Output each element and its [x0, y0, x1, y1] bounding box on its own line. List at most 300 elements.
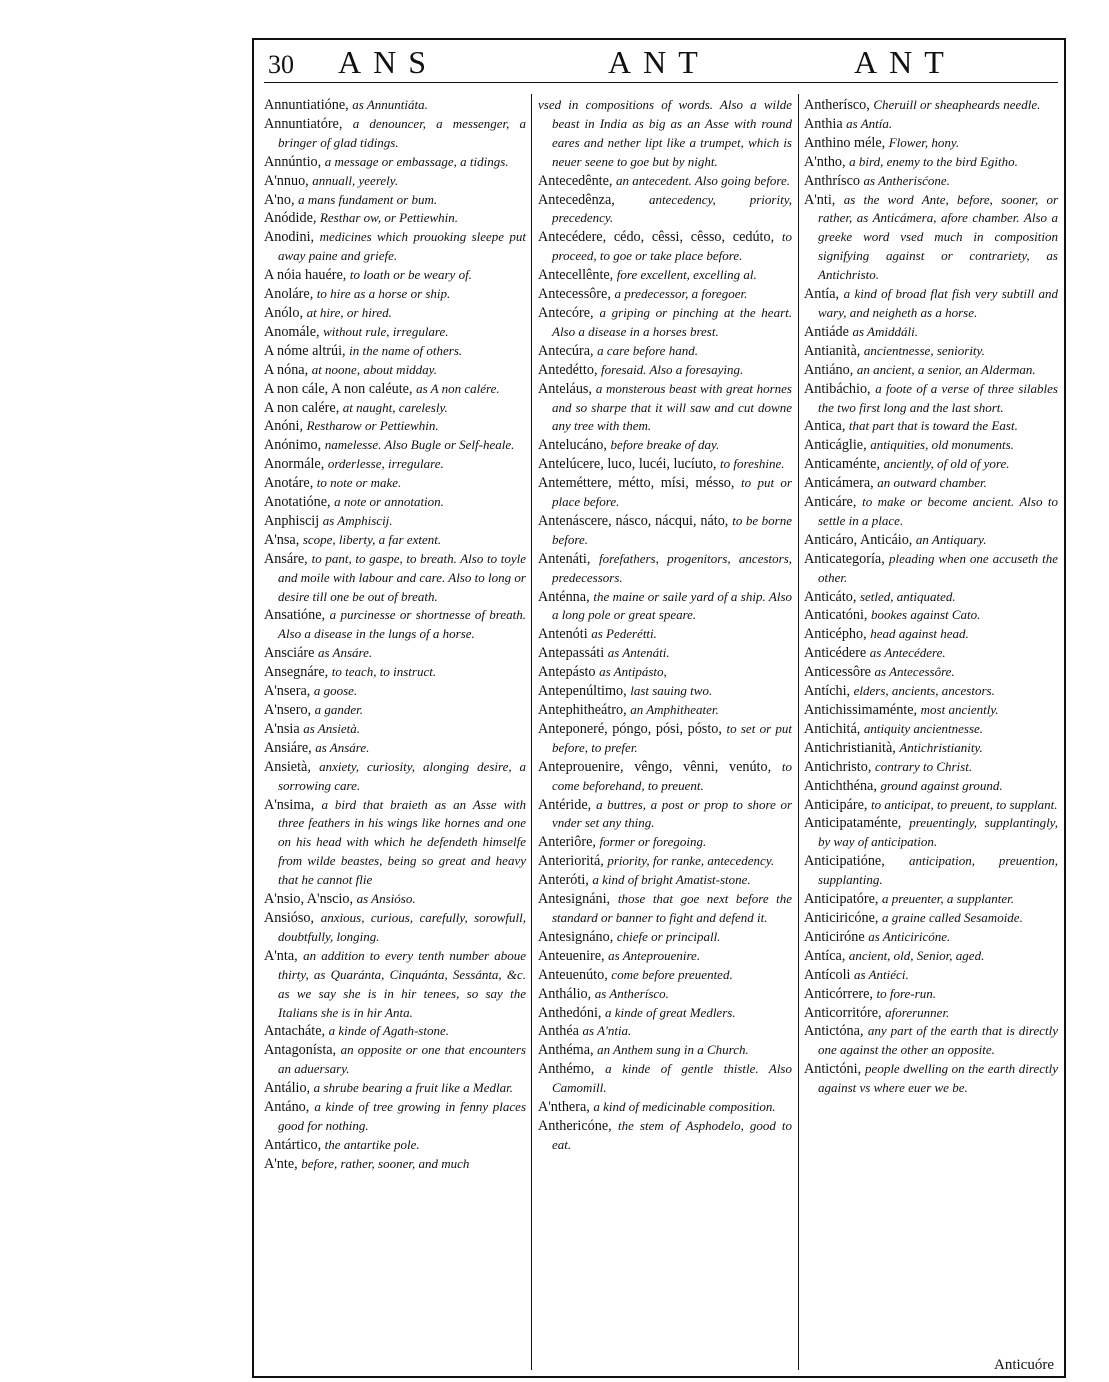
entry-headword: Antecóre,	[538, 304, 594, 321]
entry-headword: Anticorritóre,	[804, 1004, 882, 1021]
entry-headword: Annuntiatióne,	[264, 97, 349, 113]
entry-headword: Antepenúltimo,	[538, 683, 627, 700]
entry-definition: to fore-run.	[876, 985, 936, 1001]
entry-headword: Antíca,	[804, 947, 846, 964]
dictionary-entry	[264, 758, 526, 796]
entry-definition: at hire, or hired.	[306, 304, 392, 320]
dictionary-entry	[538, 985, 792, 1004]
dictionary-entry	[804, 361, 1058, 380]
entry-definition: to be borne before.	[552, 512, 792, 547]
dictionary-entry	[804, 1022, 1058, 1060]
entry-headword: Anóni,	[264, 418, 304, 435]
entry-headword: Anticámera,	[804, 475, 874, 492]
entry-definition: an ancient, a senior, an Alderman.	[856, 361, 1036, 377]
entry-headword: Anticáto,	[804, 588, 857, 605]
entry-headword: Antéride,	[538, 796, 592, 813]
entry-headword: A nóme altrúi,	[264, 342, 346, 359]
dictionary-entry	[264, 606, 526, 644]
entry-headword: Anteponeré, póngo, pósi, pósto,	[538, 720, 722, 737]
entry-headword: Antepassáti	[538, 645, 605, 662]
entry-headword: Ansiáre,	[264, 739, 312, 756]
dictionary-entry	[804, 1060, 1058, 1098]
entry-definition: to pant, to gaspe, to breath. Also to toyle and moile with labour and care. Also to long or desire till one be out of breath.	[278, 550, 526, 604]
entry-definition: an addition to every tenth number aboue thirty, as Quaránta, Cinquánta, Sessánta, &c. as we say she is in hir tenees, so say the Italians she is in hir Anta.	[278, 947, 526, 1020]
entry-definition: to foreshine.	[720, 456, 785, 472]
entry-headword: Anthino méle,	[804, 134, 886, 151]
dictionary-entry	[264, 909, 526, 947]
entry-definition: a kind of medicinable composition.	[593, 1099, 776, 1115]
entry-headword: Antártico,	[264, 1136, 322, 1153]
entry-definition: as Amphiscij.	[322, 512, 393, 528]
entry-headword: Antica,	[804, 418, 846, 435]
entry-headword: A nóia hauére,	[264, 267, 347, 284]
entry-definition: in the name of others.	[349, 342, 463, 358]
dictionary-entry	[264, 739, 526, 758]
dictionary-entry	[804, 531, 1058, 550]
entry-headword: Anticategoría,	[804, 550, 885, 567]
entry-headword: Antesignáno,	[538, 928, 614, 945]
entry-headword: Anticiricóne,	[804, 909, 879, 926]
entry-headword: Anthéma,	[538, 1042, 594, 1059]
entry-headword: Anotatióne,	[264, 494, 331, 511]
entry-definition: fore excellent, excelling al.	[616, 267, 757, 283]
entry-headword: Anticipatóre,	[804, 891, 879, 908]
dictionary-entry	[804, 550, 1058, 588]
dictionary-entry	[264, 304, 526, 323]
entry-headword: Anticipatióne,	[804, 853, 885, 870]
header-left-word: ANS	[338, 44, 439, 80]
dictionary-entry	[264, 663, 526, 682]
entry-definition: the maine or saile yard of a ship. Also a long pole or great speare.	[552, 588, 793, 623]
dictionary-entry	[804, 191, 1058, 286]
dictionary-entry	[804, 606, 1058, 625]
entry-headword: Ansatióne,	[264, 607, 326, 624]
entry-headword: Antecedênte,	[538, 172, 613, 189]
dictionary-entry	[538, 172, 792, 191]
dictionary-entry	[538, 852, 792, 871]
dictionary-entry	[804, 701, 1058, 720]
entry-headword: Anteprouenire, vêngo, vênni, venúto,	[538, 758, 772, 775]
entry-headword: Anteuenúto,	[538, 966, 608, 983]
entry-definition: as Annuntiáta.	[352, 97, 428, 112]
dictionary-entry	[264, 1041, 526, 1079]
entry-definition: an outward chamber.	[877, 475, 987, 491]
dictionary-entry	[264, 1155, 526, 1174]
entry-definition: anciently, of old of yore.	[883, 456, 1010, 472]
entry-headword: Anticipataménte,	[804, 815, 902, 832]
entry-headword: Anteróti,	[538, 872, 589, 889]
dictionary-entry	[538, 890, 792, 928]
entry-headword: Antenáscere, násco, nácqui, náto,	[538, 512, 729, 529]
entry-headword: Anormále,	[264, 456, 325, 473]
dictionary-entry	[264, 436, 526, 455]
entry-headword: Antía,	[804, 286, 840, 303]
entry-definition: at noone, about midday.	[311, 361, 437, 377]
dictionary-entry	[264, 796, 526, 891]
dictionary-entry	[538, 191, 792, 229]
dictionary-entry	[264, 512, 526, 531]
dictionary-entry	[538, 512, 792, 550]
entry-headword: Antelúcere, luco, lucéi, lucíuto,	[538, 456, 717, 473]
entry-definition: to proceed, to goe or take place before.	[552, 229, 792, 264]
entry-definition: a gander.	[314, 702, 364, 717]
entry-definition: to anticipat, to preuent, to supplant.	[870, 796, 1058, 812]
dictionary-entry	[804, 588, 1058, 607]
dictionary-entry	[804, 966, 1058, 985]
entry-definition: as Antecédere.	[869, 645, 946, 661]
entry-definition: aforerunner.	[885, 1004, 950, 1020]
entry-definition: those that goe next before the standard or banner to fight and defend it.	[552, 891, 792, 925]
dictionary-entry	[804, 796, 1058, 815]
dictionary-entry	[538, 1041, 792, 1060]
entry-headword: Antianità,	[804, 342, 861, 359]
entry-definition: ground against ground.	[880, 777, 1003, 793]
entry-definition: ancient, old, Senior, aged.	[848, 947, 985, 963]
entry-headword: Antenáti,	[538, 550, 591, 567]
dictionary-entry	[264, 1136, 526, 1155]
entry-definition: as the word Ante, before, sooner, or rather, as Anticámera, afore chamber. Also a greeke word vsed much in composition signifying against or contrariety, as Antichristo.	[818, 191, 1059, 283]
entry-definition: as Antherísco.	[594, 985, 669, 1001]
dictionary-entry	[538, 796, 792, 834]
entry-headword: Anticipáre,	[804, 796, 868, 813]
entry-definition: elders, ancients, ancestors.	[853, 683, 995, 699]
entry-definition: orderlesse, irregulare.	[327, 456, 444, 472]
dictionary-entry	[804, 928, 1058, 947]
entry-definition: to note or make.	[316, 475, 402, 491]
entry-headword: A'nti,	[804, 191, 836, 208]
dictionary-entry	[264, 115, 526, 153]
dictionary-entry	[264, 493, 526, 512]
entry-headword: A'nsera,	[264, 683, 311, 700]
dictionary-entry	[804, 323, 1058, 342]
entry-definition: scope, liberty, a far extent.	[302, 531, 442, 547]
entry-headword: A'ntho,	[804, 153, 846, 170]
dictionary-entry	[804, 890, 1058, 909]
entry-definition: Antichristianity.	[899, 739, 983, 755]
dictionary-entry	[538, 720, 792, 758]
dictionary-entry	[264, 1098, 526, 1136]
entry-definition: an Antiquary.	[915, 531, 987, 547]
dictionary-entry	[264, 228, 526, 266]
entry-headword: Anólo,	[264, 304, 304, 321]
entry-definition: as Ansietà.	[303, 720, 361, 736]
dictionary-entry	[804, 909, 1058, 928]
dictionary-entry	[538, 342, 792, 361]
dictionary-entry	[264, 172, 526, 191]
dictionary-entry	[264, 644, 526, 663]
dictionary-entry	[538, 701, 792, 720]
entry-definition: as Antiéci.	[854, 966, 909, 982]
entry-headword: Ansietà,	[264, 758, 311, 775]
dictionary-entry	[264, 361, 526, 380]
entry-definition: as Antenáti.	[607, 645, 670, 661]
dictionary-entry	[538, 625, 792, 644]
entry-definition: a kind of bright Amatist-stone.	[592, 872, 751, 888]
dictionary-entry	[538, 304, 792, 342]
entry-headword: Anphiscij	[264, 512, 320, 529]
entry-headword: Anthémo,	[538, 1061, 595, 1078]
dictionary-entry	[264, 947, 526, 1023]
entry-definition: bookes against Cato.	[870, 607, 981, 623]
dictionary-entry	[264, 153, 526, 172]
entry-headword: Antepásto	[538, 664, 596, 681]
entry-definition: to make or become ancient. Also to settle in a place.	[818, 494, 1058, 528]
entry-definition: as Ansáre.	[317, 645, 373, 661]
entry-headword: Antiáno,	[804, 361, 854, 378]
entry-headword: Ansciáre	[264, 645, 315, 662]
entry-definition: a goose.	[313, 683, 358, 699]
entry-headword: Anthrísco	[804, 172, 860, 189]
dictionary-entry	[264, 890, 526, 909]
entry-headword: A'nsio, A'nscio,	[264, 891, 354, 908]
entry-headword: A'nsero,	[264, 702, 312, 718]
entry-headword: A'nsima,	[264, 796, 315, 813]
entry-headword: A'nsa,	[264, 531, 300, 548]
entry-headword: Antichristianità,	[804, 739, 896, 756]
dictionary-entry	[538, 947, 792, 966]
entry-definition: Restharow or Pettiewhin.	[306, 418, 439, 434]
dictionary-entry	[264, 701, 526, 720]
entry-definition: a kinde of tree growing in fenny places good for nothing.	[278, 1099, 527, 1133]
dictionary-entry	[538, 474, 792, 512]
dictionary-entry	[804, 682, 1058, 701]
column-rule-2	[798, 94, 799, 1370]
dictionary-entry	[538, 833, 792, 852]
dictionary-entry	[538, 266, 792, 285]
entry-headword: Antelucáno,	[538, 437, 607, 454]
entry-headword: Anticórrere,	[804, 985, 873, 1002]
entry-headword: A nóna,	[264, 361, 309, 378]
entry-headword: Anticáre,	[804, 494, 857, 511]
entry-definition: as Ansióso.	[356, 891, 416, 907]
entry-headword: Antenóti	[538, 626, 588, 643]
dictionary-entry	[264, 266, 526, 285]
entry-definition: preuentingly, supplantingly, by way of anticipation.	[818, 815, 1058, 850]
dictionary-entry	[804, 1004, 1058, 1023]
entry-definition: former or foregoing.	[599, 834, 707, 850]
entry-headword: Anténna,	[538, 588, 590, 605]
entry-definition: an Anthem sung in a Church.	[597, 1042, 749, 1058]
column-2	[538, 96, 792, 1155]
entry-headword: Anoláre,	[264, 286, 314, 303]
entry-headword: Annuntiatóre,	[264, 115, 343, 132]
entry-headword: Antephitheátro,	[538, 702, 627, 718]
entry-definition: to set or put before, to prefer.	[552, 720, 792, 755]
entry-headword: Antálio,	[264, 1080, 311, 1097]
entry-headword: Antecessôre,	[538, 286, 611, 303]
running-header	[264, 42, 1058, 83]
dictionary-entry	[804, 720, 1058, 739]
entry-definition: a purcinesse or shortnesse of breath. Also a disease in the lungs of a horse.	[278, 607, 527, 642]
entry-definition: contrary to Christ.	[874, 758, 973, 774]
dictionary-entry	[538, 1117, 792, 1155]
entry-definition: setled, antiquated.	[859, 588, 956, 604]
entry-definition: before, rather, sooner, and much	[301, 1155, 470, 1171]
entry-definition: come before preuented.	[611, 966, 733, 982]
dictionary-entry	[804, 758, 1058, 777]
dictionary-entry	[264, 191, 526, 210]
entry-headword: Anódide,	[264, 210, 317, 227]
entry-definition: a graine called Sesamoide.	[882, 909, 1023, 925]
dictionary-entry	[804, 455, 1058, 474]
dictionary-entry	[538, 436, 792, 455]
entry-headword: Antictóna,	[804, 1023, 864, 1040]
entry-definition: a kinde of Agath-stone.	[328, 1023, 449, 1039]
entry-definition: as Ansáre.	[315, 739, 370, 755]
dictionary-entry	[804, 663, 1058, 682]
entry-headword: Antáno,	[264, 1099, 310, 1116]
dictionary-entry	[538, 871, 792, 890]
dictionary-entry	[264, 323, 526, 342]
dictionary-entry	[264, 455, 526, 474]
header-middle-word: ANT	[608, 44, 710, 80]
entry-definition: a care before hand.	[597, 342, 698, 358]
entry-definition: as A non calére.	[416, 380, 500, 396]
dictionary-entry	[264, 531, 526, 550]
entry-definition: a preuenter, a supplanter.	[882, 891, 1015, 907]
entry-headword: Antícoli	[804, 966, 851, 983]
dictionary-entry	[264, 1079, 526, 1098]
entry-definition: as Anteprouenire.	[608, 947, 701, 963]
dictionary-entry	[804, 474, 1058, 493]
column-rule-1	[531, 94, 532, 1370]
entry-headword: Annúntio,	[264, 153, 322, 170]
entry-definition: last sauing two.	[630, 683, 713, 699]
dictionary-entry	[804, 739, 1058, 758]
entry-headword: Ansegnáre,	[264, 664, 329, 681]
entry-headword: Anticépho,	[804, 626, 867, 643]
entry-definition: anticipation, preuention, supplanting.	[818, 853, 1058, 888]
dictionary-entry	[538, 550, 792, 588]
entry-definition: a predecessor, a foregoer.	[614, 286, 748, 302]
dictionary-entry	[264, 417, 526, 436]
entry-definition: a buttres, a post or prop to shore or vnder set any thing.	[552, 796, 793, 831]
entry-headword: Antictóni,	[804, 1061, 862, 1078]
entry-definition: people dwelling on the earth directly against vs where euer we be.	[818, 1061, 1059, 1096]
entry-headword: Anticédere	[804, 645, 867, 662]
entry-headword: Anticessôre	[804, 664, 871, 681]
entry-definition: as Antherisćone.	[863, 172, 950, 188]
entry-headword: Antagonísta,	[264, 1042, 337, 1059]
column-3	[804, 96, 1058, 1098]
entry-definition: as Amiddáli.	[852, 323, 918, 339]
entry-definition: antiquity ancientnesse.	[863, 720, 984, 736]
dictionary-entry	[538, 1060, 792, 1098]
entry-headword: A non cále, A non caléute,	[264, 380, 413, 397]
entry-definition: to loath or be weary of.	[349, 267, 472, 283]
dictionary-entry	[538, 644, 792, 663]
column-1	[264, 96, 526, 1174]
dictionary-entry	[804, 436, 1058, 455]
dictionary-entry	[538, 663, 792, 682]
entry-headword: Anthericóne,	[538, 1117, 612, 1134]
entry-definition: namelesse. Also Bugle or Self-heale.	[324, 437, 515, 453]
entry-definition: an Amphitheater.	[630, 702, 719, 717]
entry-headword: Anticáglie,	[804, 437, 867, 454]
dictionary-entry	[538, 682, 792, 701]
entry-definition: a kind of broad flat fish very subtill and wary, and neigheth as a horse.	[818, 286, 1058, 320]
entry-headword: Antecúra,	[538, 342, 594, 359]
entry-headword: Anticáro, Anticáio,	[804, 531, 913, 548]
entry-headword: Anteuenire,	[538, 947, 605, 964]
entry-headword: Anthéa	[538, 1023, 579, 1040]
entry-definition: a shrube bearing a fruit like a Medlar.	[313, 1080, 513, 1096]
dictionary-entry	[804, 814, 1058, 852]
dictionary-entry	[804, 417, 1058, 436]
entry-headword: Anticaménte,	[804, 456, 881, 473]
entry-definition: a mans fundament or bum.	[298, 191, 438, 207]
dictionary-entry	[804, 777, 1058, 796]
entry-definition: Flower, hony.	[888, 134, 960, 150]
entry-definition: foresaid. Also a foresaying.	[601, 361, 744, 377]
dictionary-entry	[538, 1004, 792, 1023]
entry-headword: Antecellênte,	[538, 267, 614, 284]
entry-headword: Anticatóni,	[804, 607, 868, 624]
entry-definition: an opposite or one that encounters an aduersary.	[278, 1042, 526, 1077]
entry-headword: Antichitá,	[804, 720, 861, 737]
entry-definition: anxious, curious, carefully, sorowfull, doubtfully, longing.	[278, 909, 526, 944]
entry-definition: a bird that braieth as an Asse with three feathers in his wings like hornes and one on his head with which he defendeth himselfe from wilde beastes, being so great and heavy that he cannot flie	[278, 796, 527, 888]
dictionary-entry	[538, 228, 792, 266]
dictionary-page	[252, 38, 1066, 1378]
header-right-word: ANT	[854, 44, 956, 80]
entry-headword: Anterioritá,	[538, 853, 604, 870]
entry-definition: most anciently.	[920, 702, 999, 717]
entry-definition: a message or embassage, a tidings.	[324, 153, 509, 169]
entry-definition: ancientnesse, seniority.	[863, 342, 985, 358]
dictionary-entry	[804, 172, 1058, 191]
dictionary-entry	[538, 966, 792, 985]
entry-headword: Antesignáni,	[538, 891, 611, 908]
entry-headword: Ansáre,	[264, 550, 308, 567]
dictionary-entry	[264, 682, 526, 701]
dictionary-entry	[804, 852, 1058, 890]
entry-definition: to teach, to instruct.	[331, 664, 437, 680]
entry-headword: Antichthéna,	[804, 777, 877, 794]
entry-headword: A'no,	[264, 191, 295, 208]
dictionary-entry	[538, 285, 792, 304]
dictionary-entry	[264, 342, 526, 361]
entry-definition: Cheruill or sheapheards needle.	[873, 97, 1041, 112]
entry-definition: as Pederétti.	[591, 626, 657, 642]
dictionary-entry	[804, 625, 1058, 644]
dictionary-entry	[804, 644, 1058, 663]
dictionary-entry	[538, 1022, 792, 1041]
dictionary-entry	[804, 285, 1058, 323]
entry-definition: to hire as a horse or ship.	[316, 286, 451, 302]
entry-definition: the stem of Asphodelo, good to eat.	[552, 1117, 792, 1152]
dictionary-entry	[264, 285, 526, 304]
dictionary-entry	[804, 947, 1058, 966]
dictionary-entry	[264, 1022, 526, 1041]
entry-definition: head against head.	[870, 626, 969, 642]
dictionary-entry	[538, 455, 792, 474]
entry-definition: pleading when one accuseth the other.	[818, 550, 1059, 585]
dictionary-entry	[538, 380, 792, 437]
entry-headword: A'nnuo,	[264, 172, 309, 189]
entry-definition: at naught, carelesly.	[342, 399, 448, 415]
entry-headword: Ansióso,	[264, 909, 315, 926]
entry-headword: A'nthera,	[538, 1099, 590, 1116]
entry-definition: a foote of a verse of three silables the two first long and the last short.	[818, 380, 1058, 415]
entry-definition: a denouncer, a messenger, a bringer of glad tidings.	[278, 115, 526, 150]
dictionary-entry	[538, 96, 792, 172]
entry-definition: as Anticiricóne.	[868, 928, 951, 944]
entry-headword: Anodini,	[264, 229, 315, 246]
entry-headword: Anthia	[804, 115, 843, 132]
dictionary-entry	[264, 474, 526, 493]
dictionary-entry	[804, 115, 1058, 134]
